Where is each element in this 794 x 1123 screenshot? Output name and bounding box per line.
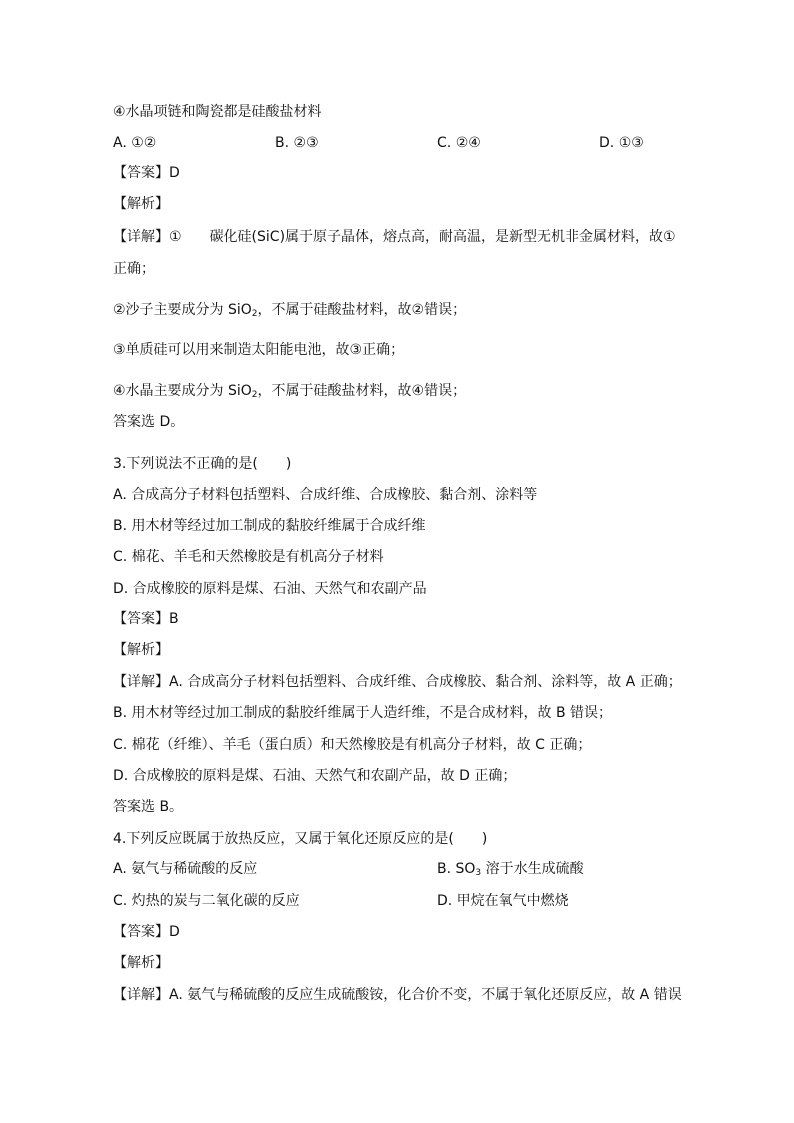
q2-option-b-letter: B. <box>275 135 290 151</box>
q4-option-a: A. 氨气与稀硫酸的反应 <box>113 861 258 877</box>
q2-option-a <box>113 133 156 153</box>
q2-detail-2-post: ，不属于硅酸盐材料，故②错误； <box>257 302 467 318</box>
q2-detail-tag: 【详解】 <box>113 229 169 245</box>
q3-analysis-tag: 【解析】 <box>113 642 169 658</box>
q3-detail-a <box>113 672 682 692</box>
q2-option-d-text: ①③ <box>618 135 644 151</box>
q3-detail-b: B. 用木材等经过加工制成的黏胶纤维属于人造纤维，不是合成材料，故 B 错误； <box>113 705 613 721</box>
q2-answer-value: D <box>169 165 180 181</box>
q3-answer-value: B <box>169 611 179 627</box>
q2-answer-line <box>113 163 180 183</box>
q2-detail-line-1 <box>113 227 676 247</box>
q2-detail-1-num: ① <box>169 229 182 245</box>
q2-detail-1-text: 碳化硅(SiC)属于原子晶体，熔点高，耐高温，是新型无机非金属材料，故① <box>209 229 676 245</box>
q2-option-d <box>599 133 644 153</box>
q4-answer-value: D <box>169 924 180 940</box>
q4-option-b-post: 溶于水生成硫酸 <box>481 861 584 877</box>
q2-option-c-letter: C. <box>437 135 452 151</box>
q2-detail-2 <box>113 300 466 324</box>
q4-detail-a-text: A. 氨气与稀硫酸的反应生成硫酸铵，化合价不变，不属于氧化还原反应，故 A 错误 <box>169 987 682 1003</box>
q4-option-b <box>437 859 584 883</box>
q3-conclusion: 答案选 B。 <box>113 799 184 815</box>
q2-detail-4-sub: 2 <box>251 390 258 400</box>
q2-detail-3: ③单质硅可以用来制造太阳能电池，故③正确； <box>113 342 405 358</box>
q2-option-a-letter: A. <box>113 135 127 151</box>
q2-detail-4-post: ，不属于硅酸盐材料，故④错误； <box>257 383 467 399</box>
q2-statement-4: ④水晶项链和陶瓷都是硅酸盐材料 <box>113 104 322 120</box>
q3-option-d: D. 合成橡胶的原料是煤、石油、天然气和农副产品 <box>113 581 427 597</box>
q4-detail-a <box>113 985 682 1005</box>
q4-option-b-pre: B. SO <box>437 861 476 877</box>
q4-answer-tag: 【答案】 <box>113 924 169 940</box>
q4-option-d: D. 甲烷在氧气中燃烧 <box>437 893 569 909</box>
q2-detail-1-cont: 正确； <box>113 261 155 277</box>
q4-stem: 4.下列反应既属于放热反应，又属于氧化还原反应的是( ) <box>113 831 488 847</box>
q2-detail-4-pre: ④水晶主要成分为 SiO <box>113 383 252 399</box>
q4-answer-line <box>113 922 180 942</box>
q2-detail-2-sub: 2 <box>251 309 258 319</box>
q2-option-c <box>437 133 481 153</box>
q2-option-b <box>275 133 319 153</box>
q3-answer-line <box>113 609 179 629</box>
q3-detail-d: D. 合成橡胶的原料是煤、石油、天然气和农副产品，故 D 正确； <box>113 768 517 784</box>
q3-stem: 3.下列说法不正确的是( ) <box>113 456 292 472</box>
q3-answer-tag: 【答案】 <box>113 611 169 627</box>
q4-analysis-tag: 【解析】 <box>113 955 169 971</box>
q3-option-a: A. 合成高分子材料包括塑料、合成纤维、合成橡胶、黏合剂、涂料等 <box>113 487 538 503</box>
q2-option-d-letter: D. <box>599 135 615 151</box>
q3-option-c: C. 棉花、羊毛和天然橡胶是有机高分子材料 <box>113 549 384 565</box>
q3-detail-tag: 【详解】 <box>113 674 169 690</box>
q2-answer-tag: 【答案】 <box>113 165 169 181</box>
q3-detail-a-text: A. 合成高分子材料包括塑料、合成纤维、合成橡胶、黏合剂、涂料等，故 A 正确； <box>169 674 682 690</box>
q3-detail-c: C. 棉花（纤维）、羊毛（蛋白质）和天然橡胶是有机高分子材料，故 C 正确； <box>113 737 592 753</box>
q2-option-a-text: ①② <box>131 135 157 151</box>
q3-option-b: B. 用木材等经过加工制成的黏胶纤维属于合成纤维 <box>113 518 426 534</box>
q2-detail-2-pre: ②沙子主要成分为 SiO <box>113 302 252 318</box>
q4-detail-tag: 【详解】 <box>113 987 169 1003</box>
q2-option-c-text: ②④ <box>455 135 481 151</box>
q2-detail-4 <box>113 381 466 405</box>
q4-option-c: C. 灼热的炭与二氧化碳的反应 <box>113 893 300 909</box>
q2-analysis-tag: 【解析】 <box>113 196 169 212</box>
q2-option-b-text: ②③ <box>293 135 319 151</box>
q4-option-b-sub: 3 <box>475 868 482 878</box>
q2-conclusion: 答案选 D。 <box>113 414 185 430</box>
